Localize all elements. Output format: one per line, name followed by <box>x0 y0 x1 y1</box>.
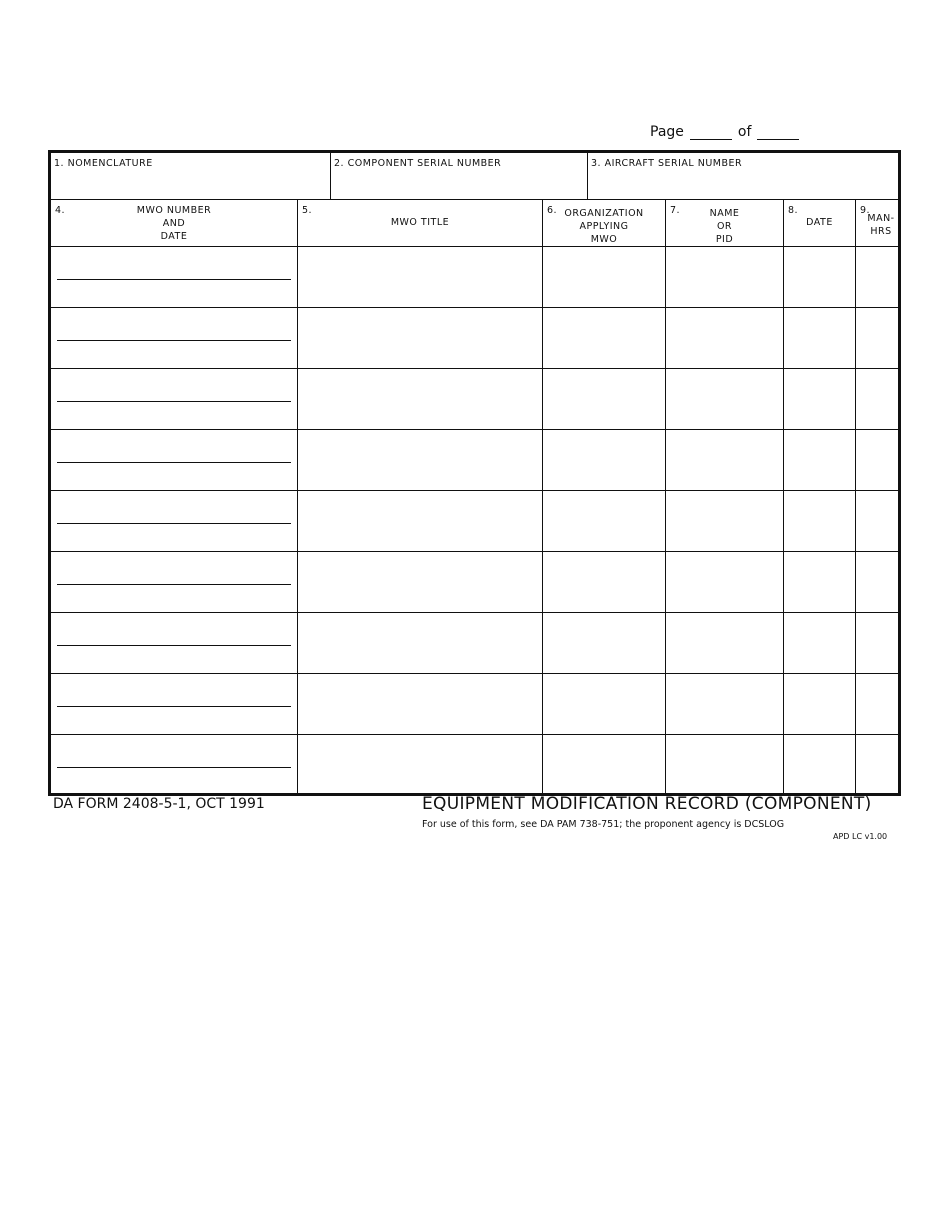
form-id: DA FORM 2408-5-1, OCT 1991 <box>53 796 265 812</box>
row-7-mwo-title-field[interactable] <box>298 613 543 674</box>
mwo-number-date-divider <box>57 279 291 280</box>
column-number: 5. <box>302 205 313 216</box>
row-3-mwo-number-date-field[interactable] <box>51 369 298 430</box>
column-label-line: APPLYING <box>579 221 629 232</box>
column-label-line: OR <box>716 221 733 232</box>
column-label-line: DATE <box>160 231 188 242</box>
mwo-number-date-divider <box>57 401 291 402</box>
row-6-mwo-number-date-field[interactable] <box>51 552 298 613</box>
mwo-number-date-divider <box>57 340 291 341</box>
row-4-name-pid-field[interactable] <box>666 430 784 491</box>
column-label-line: MWO <box>590 234 618 245</box>
column-number: 8. <box>788 205 799 216</box>
row-7-man-hours-field[interactable] <box>856 613 898 674</box>
row-5-date-field[interactable] <box>784 491 856 552</box>
column-label-line: MAN- <box>867 213 895 224</box>
row-5-organization-field[interactable] <box>543 491 666 552</box>
row-6-man-hours-field[interactable] <box>856 552 898 613</box>
nomenclature-field[interactable] <box>51 153 331 200</box>
aircraft-serial-field[interactable] <box>588 153 898 200</box>
row-9-mwo-title-field[interactable] <box>298 735 543 793</box>
row-6-mwo-title-field[interactable] <box>298 552 543 613</box>
column-number: 4. <box>55 205 66 216</box>
row-5-mwo-number-date-field[interactable] <box>51 491 298 552</box>
row-7-date-field[interactable] <box>784 613 856 674</box>
row-4-mwo-title-field[interactable] <box>298 430 543 491</box>
row-7-mwo-number-date-field[interactable] <box>51 613 298 674</box>
form-title: EQUIPMENT MODIFICATION RECORD (COMPONENT) <box>422 794 872 814</box>
column-label-line: AND <box>162 218 186 229</box>
row-6-organization-field[interactable] <box>543 552 666 613</box>
row-3-name-pid-field[interactable] <box>666 369 784 430</box>
row-1-mwo-number-date-field[interactable] <box>51 247 298 308</box>
column-label-line: DATE <box>806 217 833 228</box>
aircraft-serial-label: 3. AIRCRAFT SERIAL NUMBER <box>591 158 743 169</box>
page-number-field[interactable] <box>690 125 732 140</box>
row-5-name-pid-field[interactable] <box>666 491 784 552</box>
row-1-date-field[interactable] <box>784 247 856 308</box>
component-serial-field[interactable] <box>331 153 588 200</box>
row-9-date-field[interactable] <box>784 735 856 793</box>
row-3-organization-field[interactable] <box>543 369 666 430</box>
row-8-mwo-number-date-field[interactable] <box>51 674 298 735</box>
mwo-number-date-divider <box>57 645 291 646</box>
row-2-mwo-number-date-field[interactable] <box>51 308 298 369</box>
column-header-organization <box>543 200 666 247</box>
row-3-mwo-title-field[interactable] <box>298 369 543 430</box>
row-1-mwo-title-field[interactable] <box>298 247 543 308</box>
row-3-man-hours-field[interactable] <box>856 369 898 430</box>
column-header-man-hours <box>856 200 898 247</box>
row-4-date-field[interactable] <box>784 430 856 491</box>
nomenclature-label: 1. NOMENCLATURE <box>54 158 153 169</box>
column-number: 9. <box>860 205 871 216</box>
row-7-organization-field[interactable] <box>543 613 666 674</box>
mwo-number-date-divider <box>57 767 291 768</box>
column-label-line: MWO NUMBER <box>136 205 212 216</box>
row-9-mwo-number-date-field[interactable] <box>51 735 298 793</box>
row-8-mwo-title-field[interactable] <box>298 674 543 735</box>
row-8-name-pid-field[interactable] <box>666 674 784 735</box>
mwo-number-date-divider <box>57 462 291 463</box>
row-1-man-hours-field[interactable] <box>856 247 898 308</box>
row-4-man-hours-field[interactable] <box>856 430 898 491</box>
row-2-organization-field[interactable] <box>543 308 666 369</box>
row-3-date-field[interactable] <box>784 369 856 430</box>
row-6-name-pid-field[interactable] <box>666 552 784 613</box>
row-4-organization-field[interactable] <box>543 430 666 491</box>
row-1-organization-field[interactable] <box>543 247 666 308</box>
of-label: of <box>737 124 752 140</box>
row-2-mwo-title-field[interactable] <box>298 308 543 369</box>
column-label-line: ORGANIZATION <box>564 208 644 219</box>
column-header-mwo-title <box>298 200 543 247</box>
column-header-name-pid <box>666 200 784 247</box>
page-total-field[interactable] <box>757 125 799 140</box>
mwo-number-date-divider <box>57 706 291 707</box>
page-indicator <box>650 124 805 140</box>
row-1-name-pid-field[interactable] <box>666 247 784 308</box>
column-number: 6. <box>547 205 558 216</box>
column-label-line: NAME <box>709 208 740 219</box>
version-label: APD LC v1.00 <box>833 832 888 841</box>
modification-record-table <box>48 150 901 796</box>
row-8-man-hours-field[interactable] <box>856 674 898 735</box>
row-6-date-field[interactable] <box>784 552 856 613</box>
row-2-name-pid-field[interactable] <box>666 308 784 369</box>
column-number: 7. <box>670 205 681 216</box>
column-label-line: PID <box>715 234 734 245</box>
row-9-man-hours-field[interactable] <box>856 735 898 793</box>
row-9-name-pid-field[interactable] <box>666 735 784 793</box>
component-serial-label: 2. COMPONENT SERIAL NUMBER <box>334 158 502 169</box>
column-header-mwo-number-date <box>51 200 298 247</box>
row-5-mwo-title-field[interactable] <box>298 491 543 552</box>
column-label-line: MWO TITLE <box>390 217 450 228</box>
row-4-mwo-number-date-field[interactable] <box>51 430 298 491</box>
row-9-organization-field[interactable] <box>543 735 666 793</box>
page-label: Page <box>650 124 684 140</box>
usage-note: For use of this form, see DA PAM 738-751; the proponent agency is DCSLOG <box>422 819 785 830</box>
mwo-number-date-divider <box>57 523 291 524</box>
column-header-date <box>784 200 856 247</box>
row-5-man-hours-field[interactable] <box>856 491 898 552</box>
mwo-number-date-divider <box>57 584 291 585</box>
row-7-name-pid-field[interactable] <box>666 613 784 674</box>
column-label-line: HRS <box>870 226 892 237</box>
row-2-man-hours-field[interactable] <box>856 308 898 369</box>
row-8-date-field[interactable] <box>784 674 856 735</box>
row-8-organization-field[interactable] <box>543 674 666 735</box>
row-2-date-field[interactable] <box>784 308 856 369</box>
